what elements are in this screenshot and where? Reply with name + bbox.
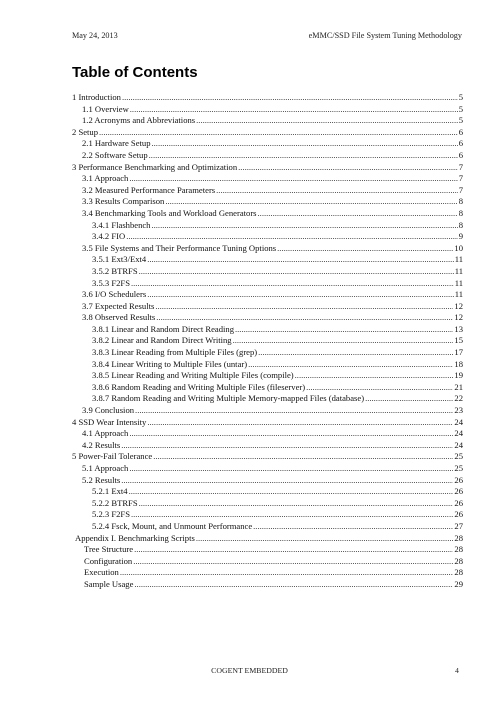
toc-entry-page: 5 <box>458 92 463 102</box>
toc-entry-page: 27 <box>454 520 463 531</box>
toc-entry-page: 28 <box>454 532 463 543</box>
toc-leader-dots <box>155 301 453 313</box>
toc-entry-page: 12 <box>454 312 463 323</box>
toc-entry[interactable] <box>72 173 463 185</box>
toc-leader-dots <box>295 370 454 382</box>
toc-entry-page: 7 <box>458 184 463 195</box>
toc-entry-label: 3.4.1 Flashbench <box>92 219 151 230</box>
toc-leader-dots <box>196 115 458 127</box>
toc-leader-dots <box>238 162 458 174</box>
toc-leader-dots <box>120 567 454 579</box>
toc-leader-dots <box>147 289 454 301</box>
toc-entry-label: 3.4 Benchmarking Tools and Workload Generators <box>82 207 257 218</box>
toc-entry[interactable] <box>72 196 463 208</box>
toc-entry-label: 3.8.5 Linear Reading and Writing Multiple Files (compile) <box>92 370 294 381</box>
toc-entry-page: 6 <box>458 138 463 149</box>
toc-entry[interactable] <box>72 301 463 313</box>
toc-leader-dots <box>135 405 453 417</box>
toc-entry-label: 3.6 I/O Schedulers <box>82 289 147 300</box>
toc-entry-label: 3.8.6 Random Reading and Writing Multiple Files (fileserver) <box>92 381 306 392</box>
toc-entry-page: 26 <box>454 486 463 497</box>
toc-leader-dots <box>152 138 458 150</box>
toc-entry-label: 3.5.1 Ext3/Ext4 <box>92 254 147 265</box>
toc-entry-page: 7 <box>458 173 463 184</box>
toc-entry[interactable] <box>72 463 463 475</box>
toc-entry-label: 3.4.2 FIO <box>92 231 126 242</box>
toc-entry-page: 19 <box>454 370 463 381</box>
toc-entry-label: 4.1 Approach <box>82 428 129 439</box>
toc-heading: Table of Contents <box>72 64 198 81</box>
toc-entry-page: 26 <box>454 474 463 485</box>
table-of-contents <box>72 92 463 591</box>
toc-entry-page: 25 <box>454 463 463 473</box>
toc-entry[interactable] <box>72 579 463 591</box>
toc-entry[interactable] <box>72 92 463 104</box>
toc-entry-page: 11 <box>454 265 463 276</box>
toc-entry-label: Appendix I. Benchmarking Scripts <box>75 532 195 543</box>
toc-entry-label: 5.2.3 F2FS <box>92 509 130 520</box>
toc-leader-dots <box>130 104 458 116</box>
page-header-title: eMMC/SSD File System Tuning Methodology <box>308 31 462 40</box>
toc-leader-dots <box>134 544 453 556</box>
toc-entry-page: 6 <box>458 126 463 137</box>
toc-entry-label: 5.2.1 Ext4 <box>92 486 128 497</box>
toc-leader-dots <box>133 556 453 568</box>
toc-entry-page: 13 <box>454 323 463 334</box>
toc-entry-page: 11 <box>454 289 463 300</box>
toc-entry-label: 3.8.7 Random Reading and Writing Multiple Memory-mapped Files (database) <box>92 393 365 404</box>
toc-entry-label: 3.8.3 Linear Reading from Multiple Files (grep) <box>92 347 258 358</box>
toc-entry-page: 28 <box>454 555 463 566</box>
toc-leader-dots <box>149 150 458 162</box>
toc-entry-label: 3 Performance Benchmarking and Optimization <box>72 161 238 172</box>
toc-entry[interactable] <box>72 393 463 405</box>
toc-entry-page: 26 <box>454 509 463 520</box>
toc-entry[interactable] <box>72 417 463 429</box>
toc-entry-label: 3.3 Results Comparison <box>82 196 165 207</box>
toc-entry-page: 8 <box>458 219 463 230</box>
toc-entry[interactable] <box>72 150 463 162</box>
toc-entry[interactable] <box>72 556 463 568</box>
toc-leader-dots <box>147 254 454 266</box>
toc-entry-page: 9 <box>458 231 463 242</box>
toc-entry[interactable] <box>72 335 463 347</box>
toc-entry[interactable] <box>72 405 463 417</box>
toc-entry[interactable] <box>72 289 463 301</box>
toc-leader-dots <box>306 382 453 394</box>
toc-entry[interactable] <box>72 254 463 266</box>
toc-entry[interactable] <box>72 243 463 255</box>
toc-leader-dots <box>131 278 454 290</box>
toc-leader-dots <box>131 509 453 521</box>
toc-leader-dots <box>258 208 458 220</box>
toc-entry[interactable] <box>72 544 463 556</box>
toc-entry[interactable] <box>72 486 463 498</box>
toc-entry[interactable] <box>72 324 463 336</box>
toc-leader-dots <box>99 127 458 139</box>
toc-entry[interactable] <box>72 162 463 174</box>
toc-entry-label: 3.8 Observed Results <box>82 312 156 323</box>
toc-leader-dots <box>121 475 453 487</box>
toc-entry-page: 18 <box>454 358 463 369</box>
toc-entry-page: 15 <box>454 335 463 346</box>
footer-page-number: 4 <box>455 666 459 675</box>
toc-entry-label: 1 Introduction <box>72 92 121 102</box>
toc-entry[interactable] <box>72 208 463 220</box>
toc-leader-dots <box>139 498 454 510</box>
toc-entry-page: 11 <box>454 254 463 265</box>
toc-entry-label: 2 Setup <box>72 126 99 137</box>
toc-entry-page: 10 <box>454 242 463 253</box>
toc-entry-label: 5 Power-Fail Tolerance <box>72 451 153 462</box>
toc-entry-page: 5 <box>458 115 463 126</box>
toc-entry-page: 29 <box>454 578 463 589</box>
toc-entry-page: 7 <box>458 161 463 172</box>
toc-entry[interactable] <box>72 498 463 510</box>
toc-leader-dots <box>121 440 453 452</box>
toc-leader-dots <box>129 486 454 498</box>
toc-entry-page: 5 <box>458 103 463 114</box>
toc-entry-label: 3.8.4 Linear Writing to Multiple Files (untar) <box>92 358 248 369</box>
toc-entry[interactable] <box>72 185 463 197</box>
toc-entry-label: 4.2 Results <box>82 439 121 450</box>
toc-entry-page: 24 <box>454 439 463 450</box>
toc-entry-page: 6 <box>458 149 463 160</box>
toc-entry[interactable] <box>72 567 463 579</box>
toc-entry-label: Execution <box>84 567 119 578</box>
toc-leader-dots <box>129 428 453 440</box>
toc-leader-dots <box>129 173 457 185</box>
toc-leader-dots <box>365 393 453 405</box>
toc-entry-label: 3.1 Approach <box>82 173 129 184</box>
toc-entry-label: 2.1 Hardware Setup <box>82 138 151 149</box>
toc-entry-page: 28 <box>454 544 463 555</box>
toc-entry[interactable] <box>72 370 463 382</box>
toc-entry[interactable] <box>72 521 463 533</box>
toc-entry-label: Tree Structure <box>84 544 134 555</box>
toc-entry[interactable] <box>72 104 463 116</box>
toc-entry[interactable] <box>72 533 463 545</box>
toc-leader-dots <box>165 196 457 208</box>
toc-leader-dots <box>126 231 458 243</box>
toc-entry[interactable] <box>72 312 463 324</box>
toc-entry-label: 3.5 File Systems and Their Performance Tuning Options <box>82 242 277 253</box>
toc-entry-page: 23 <box>454 405 463 416</box>
toc-leader-dots <box>122 92 458 104</box>
toc-entry-label: 5.2.4 Fsck, Mount, and Unmount Performance <box>92 520 253 531</box>
toc-entry-page: 17 <box>454 347 463 358</box>
toc-entry[interactable] <box>72 347 463 359</box>
toc-entry-label: Configuration <box>84 555 133 566</box>
toc-entry-page: 26 <box>454 497 463 508</box>
toc-entry-label: Sample Usage <box>84 578 134 589</box>
toc-entry-page: 24 <box>454 428 463 439</box>
toc-entry-label: 3.5.3 F2FS <box>92 277 130 288</box>
toc-leader-dots <box>134 579 453 591</box>
toc-leader-dots <box>196 533 454 545</box>
toc-leader-dots <box>235 324 453 336</box>
toc-leader-dots <box>147 417 453 429</box>
toc-entry-page: 21 <box>454 381 463 392</box>
toc-leader-dots <box>139 266 454 278</box>
toc-entry-page: 11 <box>454 277 463 288</box>
toc-leader-dots <box>156 312 453 324</box>
page-header-date: May 24, 2013 <box>72 31 118 40</box>
toc-entry-page: 24 <box>454 416 463 427</box>
toc-leader-dots <box>277 243 453 255</box>
toc-entry-label: 5.2 Results <box>82 474 121 485</box>
toc-entry[interactable] <box>72 428 463 440</box>
toc-entry-label: 1.2 Acronyms and Abbreviations <box>82 115 196 126</box>
toc-entry[interactable] <box>72 138 463 150</box>
toc-entry-page: 8 <box>458 196 463 207</box>
toc-leader-dots <box>216 185 458 197</box>
toc-entry[interactable] <box>72 115 463 127</box>
toc-entry-label: 3.9 Conclusion <box>82 405 135 416</box>
toc-entry-label: 5.2.2 BTRFS <box>92 497 138 508</box>
toc-entry-page: 8 <box>458 207 463 218</box>
toc-leader-dots <box>248 359 453 371</box>
toc-leader-dots <box>151 220 457 232</box>
toc-entry[interactable] <box>72 266 463 278</box>
toc-entry[interactable] <box>72 359 463 371</box>
toc-entry-label: 3.2 Measured Performance Parameters <box>82 184 216 195</box>
toc-entry-label: 4 SSD Wear Intensity <box>72 416 147 427</box>
toc-entry-label: 3.8.2 Linear and Random Direct Writing <box>92 335 232 346</box>
toc-entry-label: 3.7 Expected Results <box>82 300 155 311</box>
toc-entry-page: 28 <box>454 567 463 578</box>
toc-entry[interactable] <box>72 220 463 232</box>
toc-entry-label: 1.1 Overview <box>82 103 129 114</box>
toc-entry[interactable] <box>72 278 463 290</box>
toc-entry-page: 12 <box>454 300 463 311</box>
toc-entry-label: 2.2 Software Setup <box>82 149 148 160</box>
toc-entry[interactable] <box>72 231 463 243</box>
footer-company: COGENT EMBEDDED <box>211 666 288 675</box>
toc-entry-page: 22 <box>454 393 463 404</box>
toc-leader-dots <box>153 451 453 463</box>
toc-entry[interactable] <box>72 382 463 394</box>
toc-entry-label: 3.8.1 Linear and Random Direct Reading <box>92 323 234 334</box>
toc-entry[interactable] <box>72 509 463 521</box>
toc-entry[interactable] <box>72 440 463 452</box>
toc-entry-page: 25 <box>454 451 463 462</box>
toc-leader-dots <box>233 335 454 347</box>
toc-entry-label: 3.5.2 BTRFS <box>92 265 138 276</box>
toc-leader-dots <box>253 521 453 533</box>
toc-entry[interactable] <box>72 451 463 463</box>
toc-entry-label: 5.1 Approach <box>82 463 129 473</box>
toc-leader-dots <box>258 347 453 359</box>
toc-leader-dots <box>129 463 453 475</box>
toc-entry[interactable] <box>72 127 463 139</box>
toc-entry[interactable] <box>72 475 463 487</box>
